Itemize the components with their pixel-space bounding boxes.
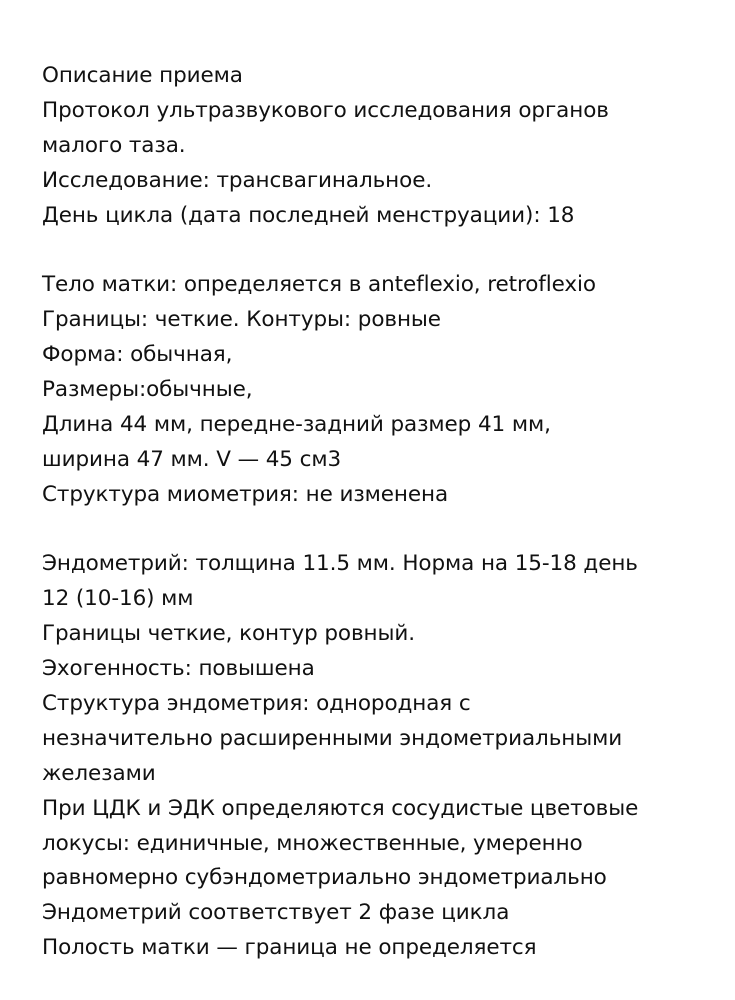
uterus-line: Тело матки: определяется в anteflexio, retroflexio — [42, 272, 596, 298]
endometrium-line: Эхогенность: повышена — [42, 656, 315, 682]
intro-line: День цикла (дата последней менструации): 18 — [42, 202, 575, 228]
uterus-line: Длина 44 мм, передне-задний размер 41 мм, — [42, 411, 551, 437]
intro-line: Исследование: трансвагинальное. — [42, 167, 433, 193]
endometrium-line: Эндометрий: толщина 11.5 мм. Норма на 15-18 день — [42, 551, 638, 577]
endometrium-line: Границы четкие, контур ровный. — [42, 621, 415, 647]
intro-line: Протокол ультразвукового исследования органов — [42, 97, 609, 123]
paragraph-spacer — [42, 233, 715, 268]
endometrium-line: 12 (10-16) мм — [42, 586, 194, 612]
endometrium-line: незначительно расширенными эндометриальными — [42, 725, 623, 751]
uterus-line: Границы: четкие. Контуры: ровные — [42, 307, 441, 333]
uterus-line: Размеры:обычные, — [42, 377, 253, 403]
uterus-line: Структура миометрия: не изменена — [42, 481, 449, 507]
endometrium-line: железами — [42, 760, 156, 786]
endometrium-line: При ЦДК и ЭДК определяются сосудистые цветовые — [42, 795, 639, 821]
endometrium-line: локусы: единичные, множественные, умеренно — [42, 830, 583, 856]
report-heading: Описание приема — [42, 63, 243, 88]
paragraph-spacer — [42, 513, 715, 548]
uterus-line: ширина 47 мм. V — 45 см3 — [42, 446, 342, 472]
intro-line: малого таза. — [42, 132, 186, 158]
endometrium-line: Полость матки — граница не определяется — [42, 935, 537, 961]
endometrium-line: Структура эндометрия: однородная с — [42, 691, 471, 717]
endometrium-line: Эндометрий соответствует 2 фазе цикла — [42, 900, 510, 926]
uterus-line: Форма: обычная, — [42, 342, 233, 368]
endometrium-line: равномерно субэндометриально эндометриально — [42, 865, 607, 891]
